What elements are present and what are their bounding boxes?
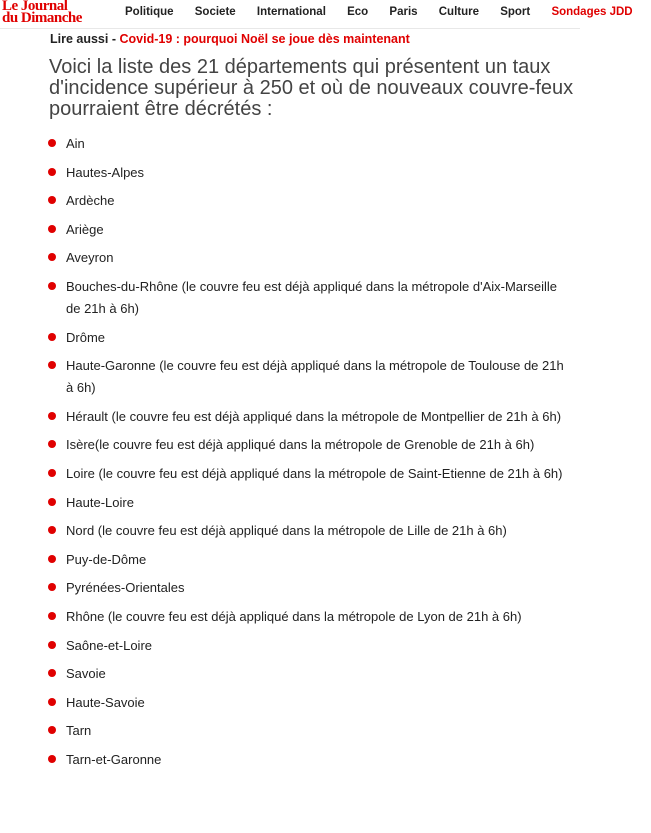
bullet-icon bbox=[48, 498, 56, 506]
department-list bbox=[48, 133, 573, 777]
list-item bbox=[48, 463, 573, 485]
top-navigation-bar bbox=[0, 0, 633, 29]
bullet-icon bbox=[48, 361, 56, 369]
list-item bbox=[48, 606, 573, 628]
list-item bbox=[48, 190, 573, 212]
department-name: Haute-Loire bbox=[66, 494, 134, 510]
bullet-icon bbox=[48, 555, 56, 563]
list-item bbox=[48, 247, 573, 269]
site-logo[interactable] bbox=[2, 0, 82, 24]
read-also-label: Lire aussi - bbox=[50, 32, 120, 46]
department-name: Ain bbox=[66, 136, 85, 151]
department-name: Haute-Savoie bbox=[66, 694, 145, 710]
bullet-icon bbox=[48, 669, 56, 677]
bullet-icon bbox=[48, 139, 56, 147]
list-item bbox=[48, 406, 573, 428]
list-item bbox=[48, 635, 573, 657]
department-name: Aveyron bbox=[66, 250, 114, 266]
list-item bbox=[48, 749, 573, 771]
department-name: Rhône (le couvre feu est déjà appliqué dans la métropole de Lyon de 21h à 6h) bbox=[66, 608, 522, 624]
bullet-icon bbox=[48, 641, 56, 649]
bullet-icon bbox=[48, 612, 56, 620]
department-name: Isère(le couvre feu est déjà appliqué dans la métropole de Grenoble de 21h à 6h) bbox=[66, 437, 535, 453]
main-nav bbox=[125, 6, 651, 18]
department-name: Bouches-du-Rhône (le couvre feu est déjà appliqué dans la métropole d'Aix-Marseille de 21h à 6h) bbox=[66, 278, 557, 316]
bullet-icon bbox=[48, 440, 56, 448]
department-name: Hérault (le couvre feu est déjà appliqué dans la métropole de Montpellier de 21h à 6h) bbox=[66, 408, 562, 424]
bullet-icon bbox=[48, 225, 56, 233]
logo-line-1: Le Journal bbox=[2, 0, 68, 14]
nav-item-politique[interactable]: Politique bbox=[125, 6, 174, 18]
department-name: Pyrénées-Orientales bbox=[66, 580, 185, 596]
nav-item-societe[interactable]: Societe bbox=[194, 6, 236, 18]
list-item bbox=[48, 133, 573, 155]
list-item bbox=[48, 219, 573, 241]
list-item bbox=[48, 492, 573, 514]
bullet-icon bbox=[48, 526, 56, 534]
department-name: Tarn bbox=[66, 723, 92, 739]
bullet-icon bbox=[48, 282, 56, 290]
list-item bbox=[48, 327, 573, 349]
logo-line-2: du Dimanche bbox=[2, 10, 82, 26]
list-item bbox=[48, 520, 573, 542]
list-item bbox=[48, 434, 573, 456]
list-item bbox=[48, 692, 573, 714]
bullet-icon bbox=[48, 726, 56, 734]
list-item bbox=[48, 577, 573, 599]
department-name: Drôme bbox=[66, 329, 106, 345]
bullet-icon bbox=[48, 583, 56, 591]
bullet-icon bbox=[48, 196, 56, 204]
bullet-icon bbox=[48, 253, 56, 261]
list-item bbox=[48, 549, 573, 571]
department-name: Hautes-Alpes bbox=[66, 164, 145, 180]
bullet-icon bbox=[48, 168, 56, 176]
bullet-icon bbox=[48, 469, 56, 477]
bullet-icon bbox=[48, 755, 56, 763]
article-subheading: Voici la liste des 21 départements qui présentent un taux d'incidence supérieur à 250 et où de nouveaux couvre-feux pourraient être décrétés : bbox=[49, 56, 574, 120]
list-item bbox=[48, 720, 573, 742]
department-name: Tarn-et-Garonne bbox=[66, 751, 162, 767]
bullet-icon bbox=[48, 412, 56, 420]
bullet-icon bbox=[48, 698, 56, 706]
department-name: Saône-et-Loire bbox=[66, 637, 152, 653]
list-item bbox=[48, 355, 573, 399]
nav-item-eco[interactable]: Eco bbox=[347, 6, 369, 18]
nav-item-international[interactable]: International bbox=[256, 6, 326, 18]
department-name: Haute-Garonne (le couvre feu est déjà appliqué dans la métropole de Toulouse de 21h à 6h) bbox=[66, 358, 564, 396]
nav-item-culture[interactable]: Culture bbox=[438, 6, 479, 18]
nav-item-sport[interactable]: Sport bbox=[500, 6, 531, 18]
department-name: Puy-de-Dôme bbox=[66, 551, 147, 567]
read-also bbox=[50, 30, 410, 46]
read-also-link[interactable]: Covid-19 : pourquoi Noël se joue dès maintenant bbox=[119, 32, 410, 46]
bullet-icon bbox=[48, 333, 56, 341]
department-name: Ariège bbox=[66, 221, 104, 237]
department-name: Nord (le couvre feu est déjà appliqué dans la métropole de Lille de 21h à 6h) bbox=[66, 523, 507, 539]
department-name: Ardèche bbox=[66, 193, 115, 209]
nav-item-sondages[interactable]: Sondages JDD bbox=[551, 6, 633, 18]
nav-item-paris[interactable]: Paris bbox=[389, 6, 418, 18]
department-name: Loire (le couvre feu est déjà appliqué dans la métropole de Saint-Etienne de 21h à 6h) bbox=[66, 465, 563, 481]
list-item bbox=[48, 276, 573, 320]
list-item bbox=[48, 162, 573, 184]
list-item bbox=[48, 663, 573, 685]
department-name: Savoie bbox=[66, 666, 106, 682]
